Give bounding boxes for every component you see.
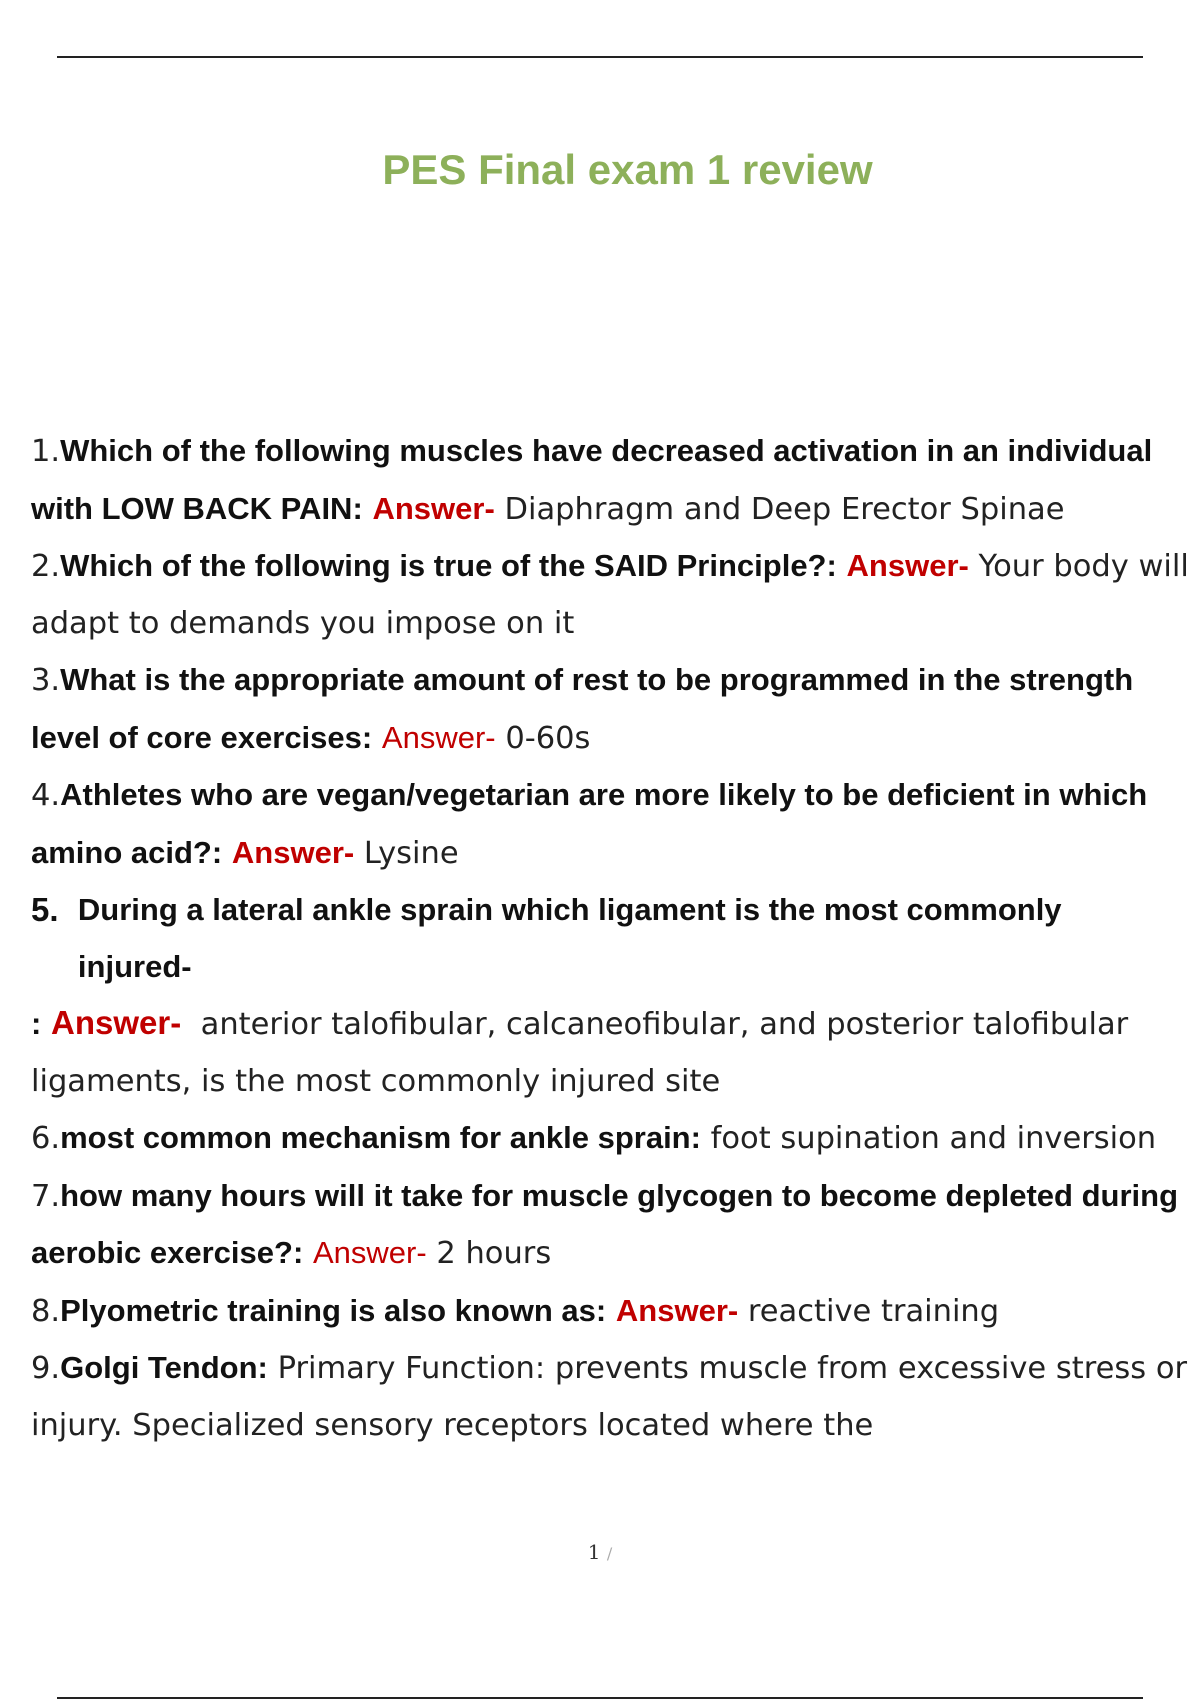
question-item-2: [31, 538, 1200, 652]
question-number: 1.: [31, 434, 61, 469]
question-item-3: [31, 652, 1200, 767]
question-tail: :: [31, 1006, 42, 1041]
question-item-6: [31, 1110, 1200, 1168]
answer-text: Lysine: [363, 835, 459, 871]
question-item-8: [31, 1283, 1200, 1341]
question-text: Which of the following is true of the SAID Principle?:: [60, 548, 837, 583]
answer-text-continued: ligaments, is the most commonly injured site: [31, 1063, 721, 1099]
page-number: [0, 1540, 1200, 1564]
answer-label: Answer-: [846, 548, 969, 583]
question-5-block: [31, 882, 1200, 995]
answer-label: Answer-: [372, 490, 495, 526]
question-number: 9.: [31, 1351, 61, 1386]
question-number: 3.: [31, 663, 61, 698]
bottom-rule: [57, 1697, 1143, 1699]
answer-label: Answer-: [381, 719, 496, 755]
question-item-7: [31, 1168, 1200, 1283]
question-number: 4.: [31, 778, 61, 813]
answer-text: reactive training: [747, 1293, 1000, 1329]
answer-text: 2 hours: [436, 1236, 552, 1271]
answer-line: [31, 995, 1200, 1054]
answer-text: Your body will adapt to demands you impose on it: [31, 549, 1189, 641]
question-list: [31, 423, 1200, 1454]
answer-label: Answer-: [312, 1235, 427, 1270]
document-title: PES Final exam 1 review: [382, 146, 873, 193]
question-text: What is the appropriate amount of rest to be programmed in the strength level of core exercises:: [31, 662, 1134, 755]
answer-text: anterior talofibular, calcaneofibular, and posterior talofibular: [200, 1007, 1129, 1042]
question-number: 8.: [31, 1293, 61, 1329]
question-text: During a lateral ankle sprain which ligament is the most commonly injured-: [77, 892, 1062, 984]
question-text: Athletes who are vegan/vegetarian are more likely to be deficient in which amino acid?:: [31, 777, 1148, 870]
top-rule: [57, 56, 1143, 58]
question-number: 5.: [31, 891, 59, 928]
page-number-suffix: /: [606, 1544, 613, 1563]
answer-label: Answer-: [615, 1292, 739, 1328]
question-text: how many hours will it take for muscle glycogen to become depleted during aerobic exercise?:: [31, 1177, 1179, 1270]
question-text: most common mechanism for ankle sprain:: [60, 1120, 701, 1155]
answer-label: Answer-: [51, 1004, 182, 1041]
question-number: 2.: [31, 549, 61, 584]
question-text: Which of the following muscles have decreased activation in an individual with LOW BACK PAIN:: [31, 433, 1153, 526]
answer-text: Primary Function: prevents muscle from excessive stress or injury. Specialized sensory receptors located where the: [31, 1351, 1188, 1443]
answer-text: 0-60s: [505, 720, 591, 756]
question-number: 7.: [31, 1178, 61, 1214]
answer-text: Diaphragm and Deep Erector Spinae: [504, 491, 1065, 527]
question-item-1: [31, 423, 1200, 538]
answer-text: foot supination and inversion: [710, 1121, 1157, 1156]
page-number-value: 1: [587, 1540, 601, 1564]
question-item-9: [31, 1340, 1200, 1454]
question-text: Plyometric training is also known as:: [60, 1292, 607, 1328]
question-item-4: [31, 767, 1200, 882]
question-text: Golgi Tendon:: [60, 1350, 268, 1385]
question-number: 6.: [31, 1121, 61, 1156]
question-item-5: [31, 882, 1200, 1110]
answer-label: Answer-: [231, 834, 355, 870]
